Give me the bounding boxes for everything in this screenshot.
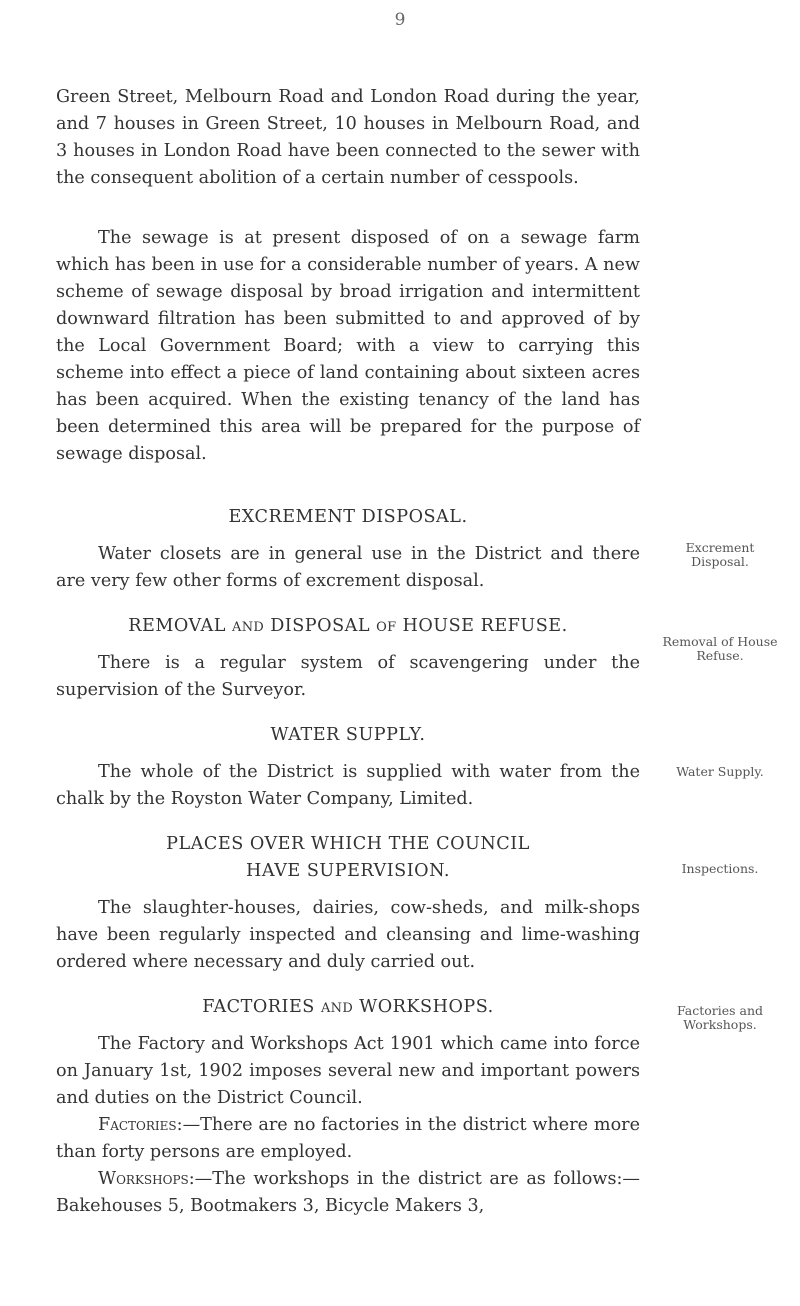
refuse-heading [56, 613, 640, 641]
refuse-paragraph [56, 650, 640, 704]
factories-paragraph [56, 1031, 640, 1220]
factories-label: Factories [98, 1115, 177, 1135]
excrement-margin-note: Excrement Disposal. [685, 540, 755, 569]
intro-paragraph [56, 84, 640, 192]
water-heading: WATER SUPPLY. [270, 725, 426, 745]
refuse-margin-note: Removal of House Refuse. [662, 634, 778, 663]
refuse-heading-of: OF [376, 620, 397, 635]
factories-heading [56, 994, 640, 1022]
refuse-heading-part1: REMOVAL [128, 616, 226, 636]
refuse-heading-part3: HOUSE REFUSE. [402, 616, 568, 636]
water-margin-note: Water Supply. [676, 764, 764, 779]
excrement-paragraph [56, 541, 640, 595]
excrement-heading: EXCREMENT DISPOSAL. [228, 507, 468, 527]
factories-margin-note: Factories and Workshops. [676, 1003, 764, 1032]
factories-heading-part2: WORKSHOPS. [359, 997, 494, 1017]
refuse-heading-part2: DISPOSAL [270, 616, 371, 636]
factories-detail-text: :—There are no factories in the district where more than forty persons are employed. [56, 1115, 640, 1162]
places-heading-line1: PLACES OVER WHICH THE COUNCIL [166, 834, 530, 854]
factories-heading-part1: FACTORIES [202, 997, 315, 1017]
places-margin-note: Inspections. [681, 861, 759, 876]
water-text: The whole of the District is supplied with water from the chalk by the Royston Water Company, Limited. [56, 762, 640, 809]
factories-heading-and: AND [320, 1001, 354, 1016]
page-number: 9 [394, 10, 406, 30]
places-paragraph [56, 895, 640, 976]
water-paragraph [56, 759, 640, 813]
places-heading-line2: HAVE SUPERVISION. [246, 861, 450, 881]
sewage-text: The sewage is at present disposed of on a sewage farm which has been in use for a considerable number of years. A new scheme of sewage disposal by broad irrigation and intermittent downward filtration has been submitted to and approved of by the Local Government Board; with a view to carrying this scheme into effect a piece of land containing about sixteen acres has been acquired. When the existing tenancy of the land has been determined this area will be prepared for the purpose of sewage disposal. [56, 228, 640, 464]
excrement-text: Water closets are in general use in the District and there are very few other forms of excrement disposal. [56, 544, 640, 591]
refuse-text: There is a regular system of scavengering under the supervision of the Surveyor. [56, 653, 640, 700]
workshops-label: Workshops [98, 1169, 189, 1189]
workshops-detail-text: :—The workshops in the district are as follows:—Bakehouses 5, Bootmakers 3, Bicycle Makers 3, [56, 1169, 640, 1216]
factories-detail [56, 1112, 640, 1166]
workshops-detail [56, 1166, 640, 1220]
factories-act-text: The Factory and Workshops Act 1901 which came into force on January 1st, 1902 imposes several new and important powers and duties on the District Council. [56, 1034, 640, 1108]
intro-continuation-text: Green Street, Melbourn Road and London Road during the year, and 7 houses in Green Street, 10 houses in Melbourn Road, and 3 houses in London Road have been connected to the sewer with the consequent abolition of a certain number of cesspools. [56, 87, 640, 188]
sewage-paragraph [56, 225, 640, 468]
refuse-heading-and: AND [232, 620, 265, 635]
places-text: The slaughter-houses, dairies, cow-sheds, and milk-shops have been regularly inspected and cleansing and lime-washing ordered where necessary and duly carried out. [56, 898, 640, 972]
